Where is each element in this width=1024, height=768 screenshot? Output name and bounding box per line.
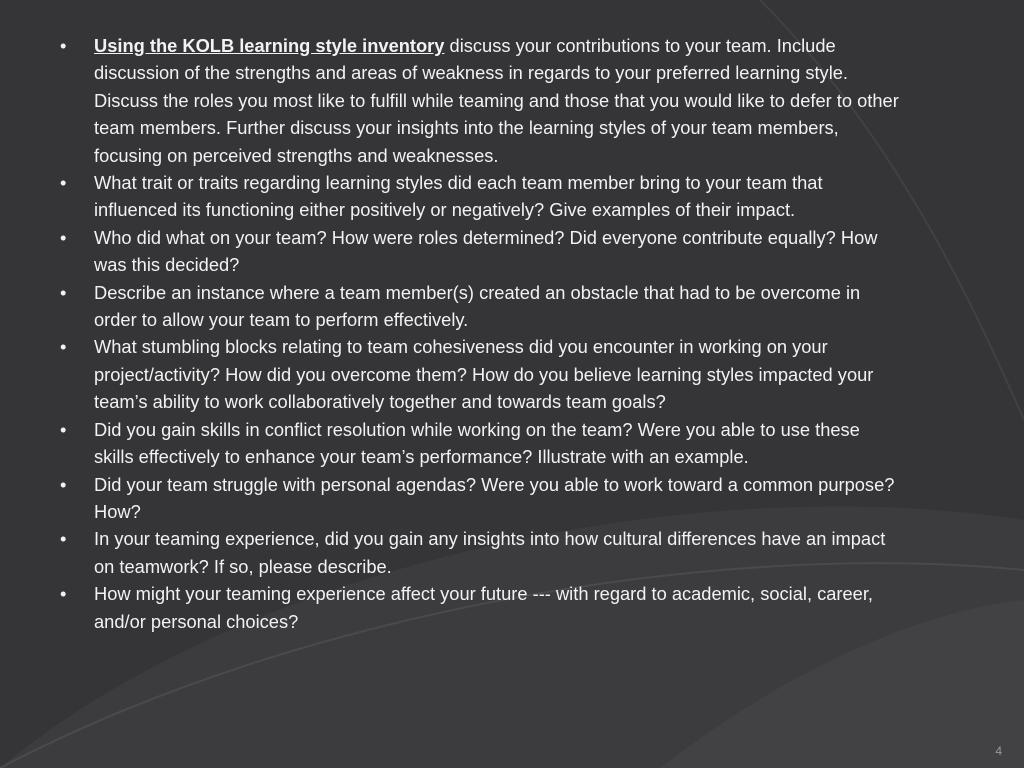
bullet-text: Describe an instance where a team member(s) created an obstacle that had to be overcome in order to allow your team to perform effectively. xyxy=(94,281,861,331)
slide-number: 4 xyxy=(995,744,1002,758)
bullet-item-4 xyxy=(60,279,900,334)
bullet-text: Did your team struggle with personal agendas? Were you able to work toward a common purpose? How? xyxy=(94,473,895,522)
bullet-item-8 xyxy=(60,525,900,580)
bullet-text: What stumbling blocks relating to team cohesiveness did you encounter in working on your project/activity? How did you overcome them? How do you believe learning styles impacted your team’s ability to work collaboratively together and towards team goals? xyxy=(94,336,874,413)
bullet-item-3 xyxy=(60,224,900,279)
bullet-item-6 xyxy=(60,416,900,471)
bullet-marker: • xyxy=(60,281,67,303)
bullet-item-2 xyxy=(60,169,900,224)
bullet-text: In your teaming experience, did you gain any insights into how cultural differences have an impact on teamwork? If so, please describe. xyxy=(94,528,886,577)
bullet-marker: • xyxy=(60,583,67,605)
bullet-list xyxy=(60,32,900,635)
bullet-item-7 xyxy=(60,471,900,526)
bullet-text: Did you gain skills in conflict resolution while working on the team? Were you able to use these skills effectively to enhance your team’s performance? Illustrate with an example. xyxy=(94,418,860,468)
slide-body xyxy=(60,32,900,635)
bullet-item-1 xyxy=(60,32,900,169)
bullet-marker: • xyxy=(60,226,67,248)
bullet-text: How might your teaming experience affect your future --- with regard to academic, social, career, and/or personal choices? xyxy=(94,583,873,632)
bullet-item-9 xyxy=(60,580,900,635)
bullet-text: What trait or traits regarding learning styles did each team member bring to your team that influenced its functioning either positively or negatively? Give examples of their impact. xyxy=(94,172,823,221)
bullet-marker: • xyxy=(60,528,67,550)
bullet-text: discuss your contributions to your team. Include discussion of the strengths and areas of weakness in regards to your preferred learning style. Discuss the roles you most like to fulfill while teaming and those that you would like to defer to other team members. Further discuss your insights into the learning styles of your team members, focusing on perceived strengths and weaknesses. xyxy=(94,35,899,166)
bullet-marker: • xyxy=(60,473,67,495)
bullet-marker: • xyxy=(60,336,67,358)
bullet-text: Who did what on your team? How were roles determined? Did everyone contribute equally? How was this decided? xyxy=(94,226,878,276)
bullet-marker: • xyxy=(60,172,67,194)
kolb-inventory-link[interactable]: Using the KOLB learning style inventory xyxy=(94,35,445,56)
bullet-marker: • xyxy=(60,418,67,440)
bullet-marker: • xyxy=(60,35,67,56)
bullet-item-5 xyxy=(60,333,900,415)
